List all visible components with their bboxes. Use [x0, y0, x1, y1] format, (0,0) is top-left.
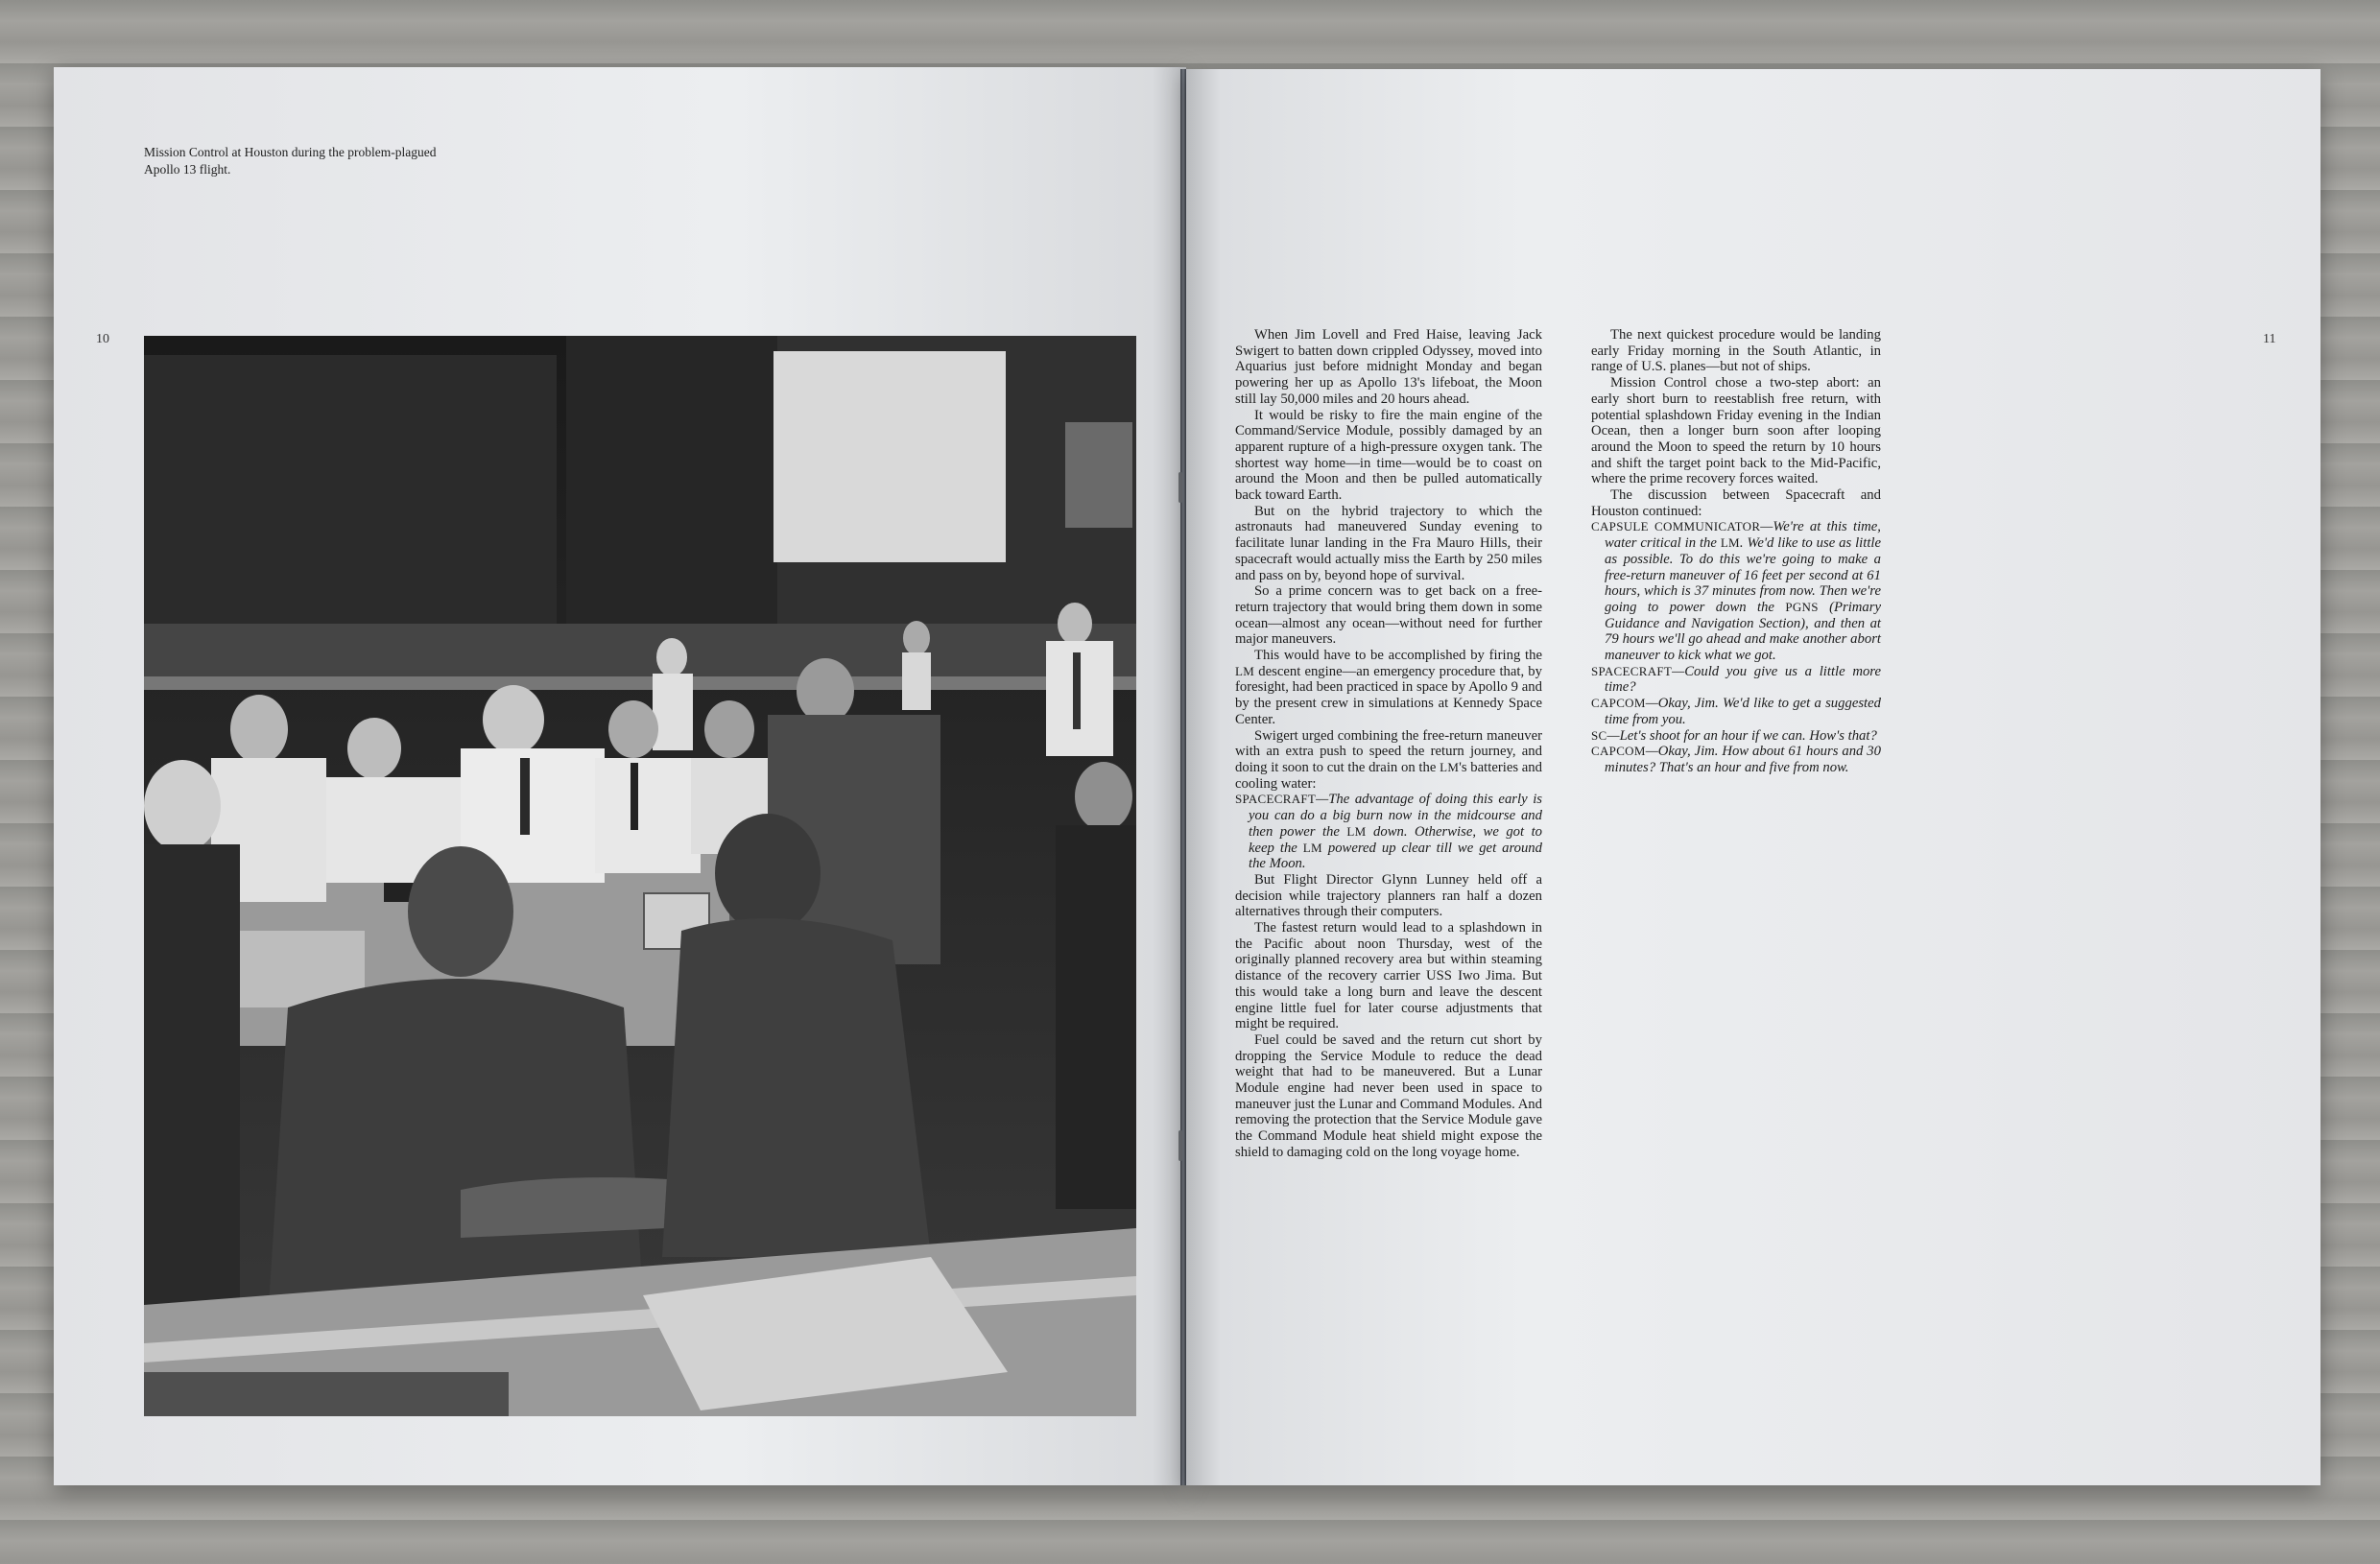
dialogue-line: SPACECRAFT—Could you give us a little more time?	[1591, 663, 1881, 696]
paragraph: It would be risky to fire the main engine of the Command/Service Module, possibly damaged by an apparent rupture of a high-pressure oxygen tank. The shortest way home—in time—would be to coast on around the Moon and then be pulled automatically back toward Earth.	[1235, 407, 1542, 504]
paragraph: The fastest return would lead to a splashdown in the Pacific about noon Thursday, west of the originally planned recovery area but within steaming distance of the recovery carrier USS Iwo Jima. But this would take a long burn and leave the descent engine little fuel for later course adjustments that might be required.	[1235, 920, 1542, 1032]
speaker-label: CAPCOM	[1591, 696, 1646, 711]
dialogue-line: CAPSULE COMMUNICATOR—We're at this time, water critical in the LM. We'd like to use as little as possible. To do this we're going to make a free-return maneuver of 16 feet per second at 61 hours, which is 37 minutes from now. Then we're going to power down the PGNS (Primary Guidance and Navigation Section), and then at 79 hours we'll go ahead and make another abort maneuver to kick what we got.	[1591, 519, 1882, 664]
page-number-left: 10	[96, 332, 109, 346]
speaker-label: SPACECRAFT	[1235, 792, 1317, 807]
speaker-label: SC	[1591, 727, 1607, 743]
mission-control-photo	[144, 336, 1136, 1416]
photo-caption: Mission Control at Houston during the problem-plagued Apollo 13 flight.	[144, 145, 437, 177]
speaker-label: SPACECRAFT	[1591, 663, 1673, 678]
dialogue-line: SC—Let's shoot for an hour if we can. How's that?	[1591, 727, 1877, 744]
paragraph: But on the hybrid trajectory to which the astronauts had maneuvered Sunday evening to facilitate lunar landing in the Fra Mauro Hills, their spacecraft would actually miss the Earth by 250 miles and pass on by, beyond hope of survival.	[1235, 503, 1542, 583]
page-number-right: 11	[2263, 332, 2276, 346]
article-column-1	[1235, 327, 1542, 1161]
paragraph: The next quickest procedure would be landing early Friday morning in the South Atlantic, in range of U.S. planes—but not of ships.	[1591, 327, 1881, 375]
paragraph: But Flight Director Glynn Lunney held off a decision while trajectory planners ran half a dozen alternatives through their computers.	[1235, 871, 1542, 920]
paragraph: Fuel could be saved and the return cut short by dropping the Service Module to reduce the dead weight that had to be maneuvered. But a Lunar Module engine had never been used in space to maneuver just the Lunar and Command Modules. And removing the protection that the Service Module gave the Command Module heat shield might expose the shield to damaging cold on the long voyage home.	[1235, 1031, 1542, 1160]
speaker-label: CAPCOM	[1591, 744, 1646, 759]
dialogue-line: SPACECRAFT—The advantage of doing this early is you can do a big burn now in the midcourse and then power the LM down. Otherwise, we got to keep the LM powered up clear till we get around the Moon.	[1235, 792, 1542, 872]
paragraph: So a prime concern was to get back on a free-return trajectory that would bring them down in some ocean—almost any ocean—without need for further major maneuvers.	[1235, 583, 1542, 648]
paragraph: This would have to be accomplished by firing the LM descent engine—an emergency procedure that, by foresight, had been practiced in space by Apollo 9 and by the present crew in simulations at Kennedy Space Center.	[1235, 648, 1542, 727]
dialogue-line: CAPCOM—Okay, Jim. How about 61 hours and 30 minutes? That's an hour and five from now.	[1591, 744, 1881, 775]
dialogue-line: CAPCOM—Okay, Jim. We'd like to get a suggested time from you.	[1591, 696, 1881, 727]
article-column-2	[1591, 327, 1881, 776]
speaker-label: CAPSULE COMMUNICATOR	[1591, 519, 1761, 534]
paragraph: Mission Control chose a two-step abort: an early short burn to reestablish free return, with potential splashdown Friday evening in the Indian Ocean, then a longer burn soon after looping around the Moon to speed the return by 10 hours and shift the target point back to the Mid-Pacific, where the prime recovery forces waited.	[1591, 375, 1881, 487]
paragraph: Swigert urged combining the free-return maneuver with an extra push to speed the return journey, and doing it soon to cut the drain on the LM's batteries and cooling water:	[1235, 727, 1542, 792]
staple-bottom	[1178, 1130, 1182, 1161]
paragraph: When Jim Lovell and Fred Haise, leaving Jack Swigert to batten down crippled Odyssey, moved into Aquarius just before midnight Monday and began powering her up as Apollo 13's lifeboat, the Moon still lay 50,000 miles and 20 hours ahead.	[1235, 327, 1542, 407]
paragraph: The discussion between Spacecraft and Houston continued:	[1591, 487, 1881, 519]
staple-top	[1178, 472, 1182, 503]
